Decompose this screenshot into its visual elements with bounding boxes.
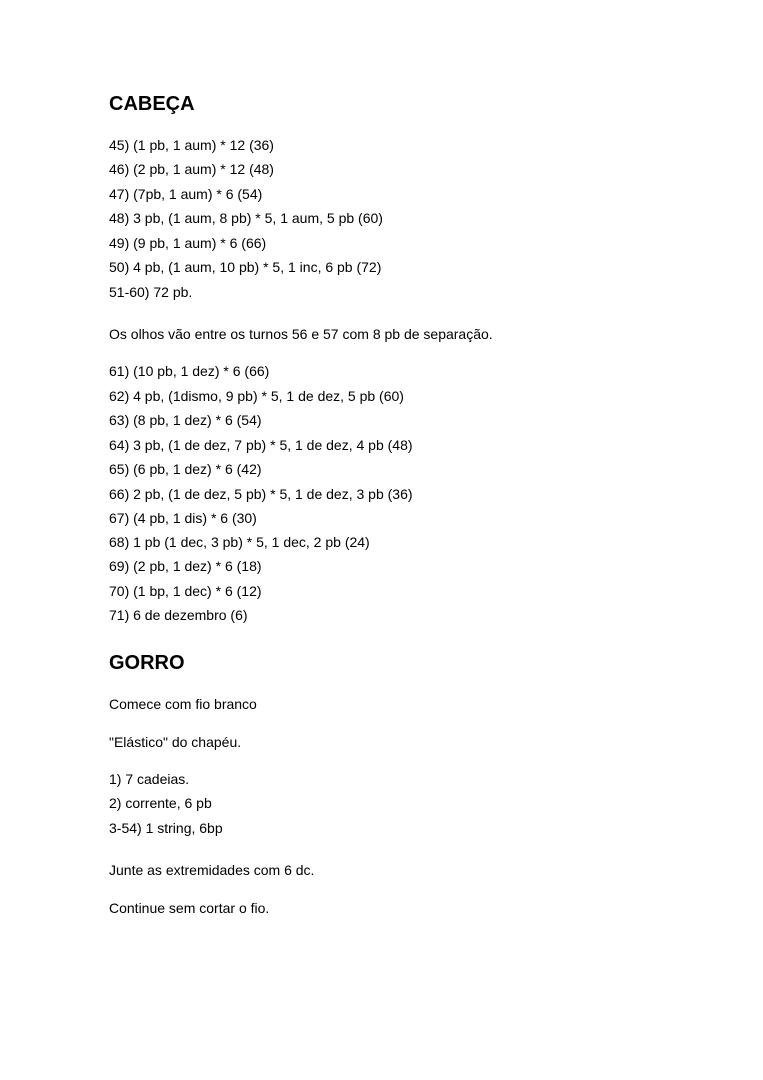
pattern-row: 1) 7 cadeias.: [109, 771, 190, 787]
eyes-note: Os olhos vão entre os turnos 56 e 57 com 8 pb de separação.: [109, 326, 493, 342]
pattern-row: 71) 6 de dezembro (6): [109, 607, 248, 623]
pattern-row: 63) (8 pb, 1 dez) * 6 (54): [109, 412, 262, 428]
pattern-row: 64) 3 pb, (1 de dez, 7 pb) * 5, 1 de dez, 4 pb (48): [109, 437, 413, 453]
pattern-row: 62) 4 pb, (1dismo, 9 pb) * 5, 1 de dez, 5 pb (60): [109, 388, 404, 404]
pattern-row: 48) 3 pb, (1 aum, 8 pb) * 5, 1 aum, 5 pb (60): [109, 210, 383, 226]
pattern-row: 61) (10 pb, 1 dez) * 6 (66): [109, 363, 270, 379]
pattern-row: 2) corrente, 6 pb: [109, 795, 212, 811]
pattern-row: 49) (9 pb, 1 aum) * 6 (66): [109, 235, 267, 251]
pattern-row: 46) (2 pb, 1 aum) * 12 (48): [109, 161, 274, 177]
gorro-subtitle: "Elástico" do chapéu.: [109, 734, 242, 750]
pattern-row: 70) (1 bp, 1 dec) * 6 (12): [109, 583, 262, 599]
pattern-row: 68) 1 pb (1 dec, 3 pb) * 5, 1 dec, 2 pb (24): [109, 534, 370, 550]
pattern-row: 51-60) 72 pb.: [109, 284, 193, 300]
pattern-row: 66) 2 pb, (1 de dez, 5 pb) * 5, 1 de dez, 3 pb (36): [109, 486, 413, 502]
pattern-row: 67) (4 pb, 1 dis) * 6 (30): [109, 510, 257, 526]
pattern-row: 65) (6 pb, 1 dez) * 6 (42): [109, 461, 262, 477]
gorro-intro: Comece com fio branco: [109, 696, 257, 712]
pattern-row: 47) (7pb, 1 aum) * 6 (54): [109, 186, 263, 202]
pattern-row: 50) 4 pb, (1 aum, 10 pb) * 5, 1 inc, 6 pb (72): [109, 259, 382, 275]
pattern-row: 45) (1 pb, 1 aum) * 12 (36): [109, 137, 274, 153]
pattern-row: 69) (2 pb, 1 dez) * 6 (18): [109, 558, 262, 574]
section-heading-cabeca: CABEÇA: [109, 93, 195, 115]
pattern-row: 3-54) 1 string, 6bp: [109, 820, 223, 836]
continue-instruction: Continue sem cortar o fio.: [109, 900, 270, 916]
section-heading-gorro: GORRO: [109, 652, 185, 674]
join-instruction: Junte as extremidades com 6 dc.: [109, 862, 315, 878]
